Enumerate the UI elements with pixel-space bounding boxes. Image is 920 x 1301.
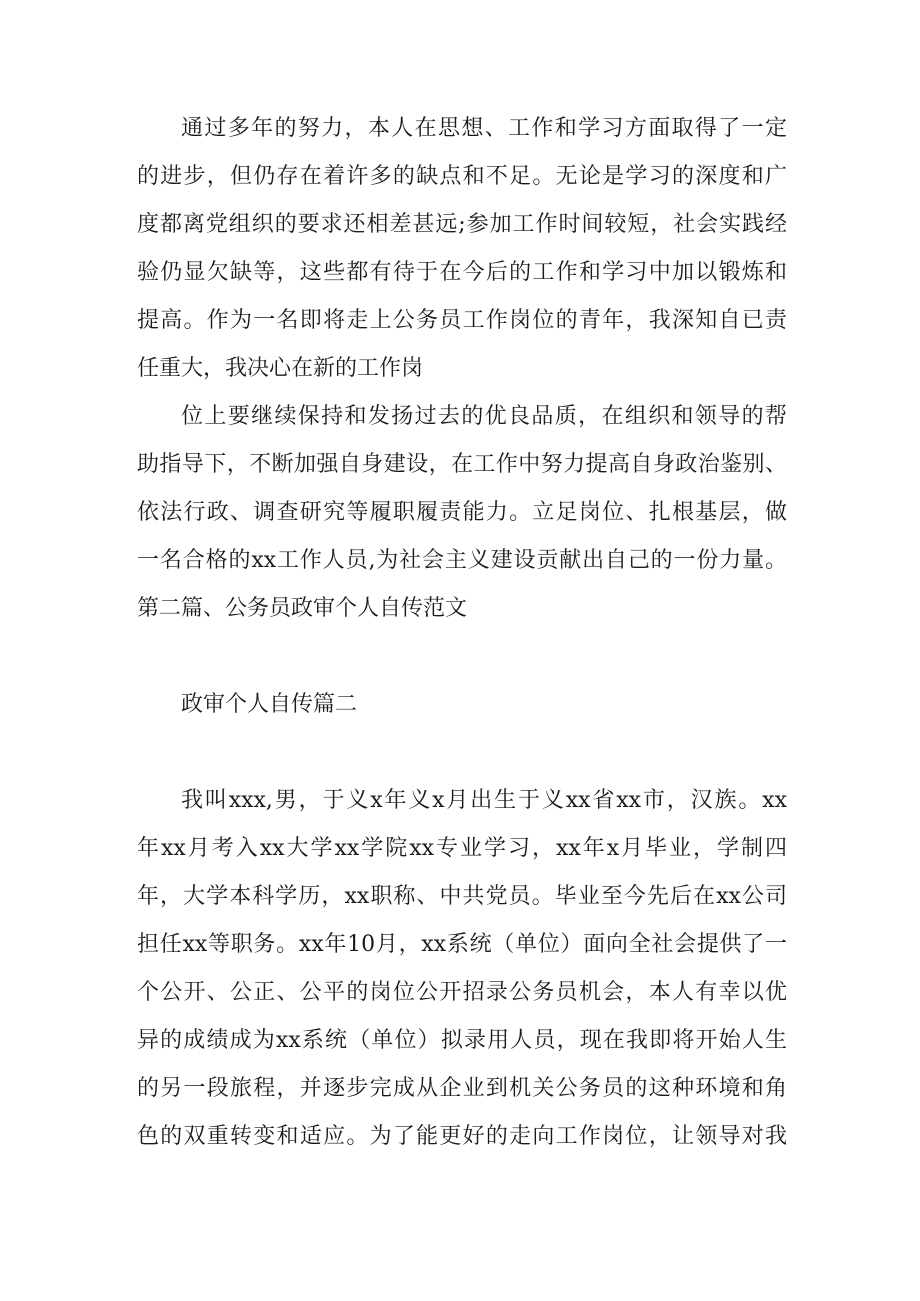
paragraph-3-line-1: 我叫xxx,男，于义x年义x月出生于义xx省xx市，汉族。xx [181,788,787,813]
paragraph-1-line-5: 提高。作为一名即将走上公务员工作岗位的青年，我深知自已责 [137,308,787,333]
paragraph-3-line-8: 色的双重转变和适应。为了能更好的走向工作岗位，让领导对我 [137,1124,787,1149]
paragraph-2-line-2: 助指导下，不断加强自身建设，在工作中努力提高自身政治鉴别、 [137,452,787,477]
paragraph-3-line-2: 年xx月考入xx大学xx学院xx专业学习，xx年x月毕业，学制四 [137,836,787,861]
paragraph-3-line-3: 年，大学本科学历，xx职称、中共党员。毕业至今先后在xx公司 [137,884,787,909]
paragraph-3-line-6: 异的成绩成为xx系统（单位）拟录用人员，现在我即将开始人生 [137,1028,787,1053]
paragraph-1-line-3: 度都离党组织的要求还相差甚远;参加工作时间较短，社会实践经 [137,212,787,237]
paragraph-3-line-4: 担任xx等职务。xx年10月，xx系统（单位）面向全社会提供了一 [137,932,787,957]
paragraph-1-line-1: 通过多年的努力，本人在思想、工作和学习方面取得了一定 [181,116,787,141]
paragraph-2-line-1: 位上要继续保持和发扬过去的优良品质，在组织和领导的帮 [181,404,787,429]
sub-heading: 政审个人自传篇二 [181,692,358,717]
paragraph-2-line-3: 依法行政、调查研究等履职履责能力。立足岗位、扎根基层，做 [137,500,787,525]
paragraph-3-line-5: 个公开、公正、公平的岗位公开招录公务员机会，本人有幸以优 [137,980,787,1005]
paragraph-3-line-7: 的另一段旅程，并逐步完成从企业到机关公务员的这种环境和角 [137,1076,787,1101]
paragraph-1-line-4: 验仍显欠缺等，这些都有待于在今后的工作和学习中加以锻炼和 [137,260,787,285]
paragraph-2-line-4: 一名合格的xx工作人员,为社会主义建设贡献出自己的一份力量。 [137,548,787,573]
section-heading: 第二篇、公务员政审个人自传范文 [137,596,468,621]
paragraph-1-line-6: 任重大，我决心在新的工作岗 [137,356,424,381]
paragraph-1-line-2: 的进步，但仍存在着许多的缺点和不足。无论是学习的深度和广 [137,164,787,189]
